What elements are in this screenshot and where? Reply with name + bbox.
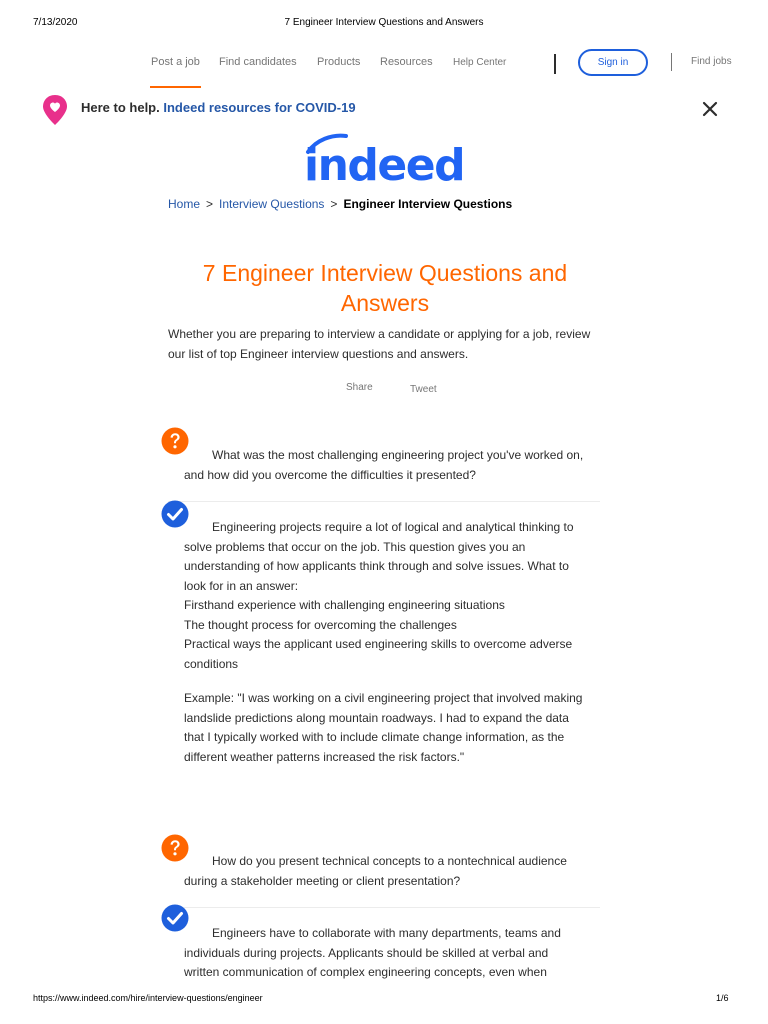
article-intro: Whether you are preparing to interview a candidate or applying for a job, review our list of top Engineer interview questions and answers. [168,327,591,361]
indeed-logo[interactable] [302,132,472,186]
nav-products[interactable]: Products [317,56,361,68]
answer-1-bullet: The thought process for overcoming the challenges [184,617,457,632]
question-2-text: How do you present technical concepts to a nontechnical audience during a stakeholder meeting or client presentation? [184,854,567,888]
answer-1-bullet: Practical ways the applicant used engineering skills to overcome adverse conditions [184,637,573,671]
breadcrumb-home[interactable]: Home [168,197,201,211]
covid-resources-link[interactable]: Indeed resources for COVID-19 [163,100,356,115]
covid-banner-prefix: Here to help. [81,100,160,115]
breadcrumb [168,197,512,211]
answer-text [184,518,584,767]
answer-2-intro: Engineers have to collaborate with many departments, teams and individuals during projects. Applicants should be skilled at verbal and written communication of complex engineering concepts, even when [184,926,561,979]
question-text [184,446,584,485]
close-icon[interactable] [702,101,718,117]
divider [168,907,600,908]
breadcrumb-current: Engineer Interview Questions [343,197,513,211]
nav-resources[interactable]: Resources [380,56,433,68]
nav-active-underline [150,86,201,88]
print-title: 7 Engineer Interview Questions and Answers [284,17,484,28]
breadcrumb-interview-questions[interactable]: Interview Questions [219,197,325,211]
nav-divider [554,54,556,74]
print-date: 7/13/2020 [33,17,78,28]
nav-divider-thin [671,53,672,71]
page-title: 7 Engineer Interview Questions and Answers [202,260,568,316]
tweet-button[interactable]: Tweet [410,384,437,395]
answer-1-example: Example: "I was working on a civil engineering project that involved making landslide predictions along mountain roadways. I had to expand the data that I typically worked with to include climate change information, as the different weather patterns increased the risk factors." [184,691,583,764]
answer-text [184,924,584,984]
divider [168,501,600,502]
nav-find-jobs[interactable]: Find jobs [691,56,732,67]
share-button[interactable]: Share [346,382,373,393]
answer-1-bullet: Firsthand experience with challenging engineering situations [184,598,505,612]
answer-1-intro: Engineering projects require a lot of logical and analytical thinking to solve problems that occur on the job. This question gives you an understanding of how applicants think through and solve issues. What to look for in an answer: [184,520,574,593]
nav-post-job[interactable]: Post a job [151,56,200,68]
nav-help-center[interactable]: Help Center [453,57,507,68]
question-text [184,852,584,891]
sign-in-button[interactable]: Sign in [578,49,648,76]
covid-banner [81,100,356,115]
print-page-number: 1/6 [716,993,729,1003]
nav-find-candidates[interactable]: Find candidates [219,56,297,68]
question-1-text: What was the most challenging engineering project you've worked on, and how did you overcome the difficulties it presented? [184,448,584,482]
svg-text:indeed: indeed [304,140,465,186]
print-url: https://www.indeed.com/hire/interview-questions/engineer [33,993,263,1003]
location-heart-icon [42,94,68,126]
breadcrumb-separator: > [330,197,338,211]
breadcrumb-separator: > [206,197,214,211]
